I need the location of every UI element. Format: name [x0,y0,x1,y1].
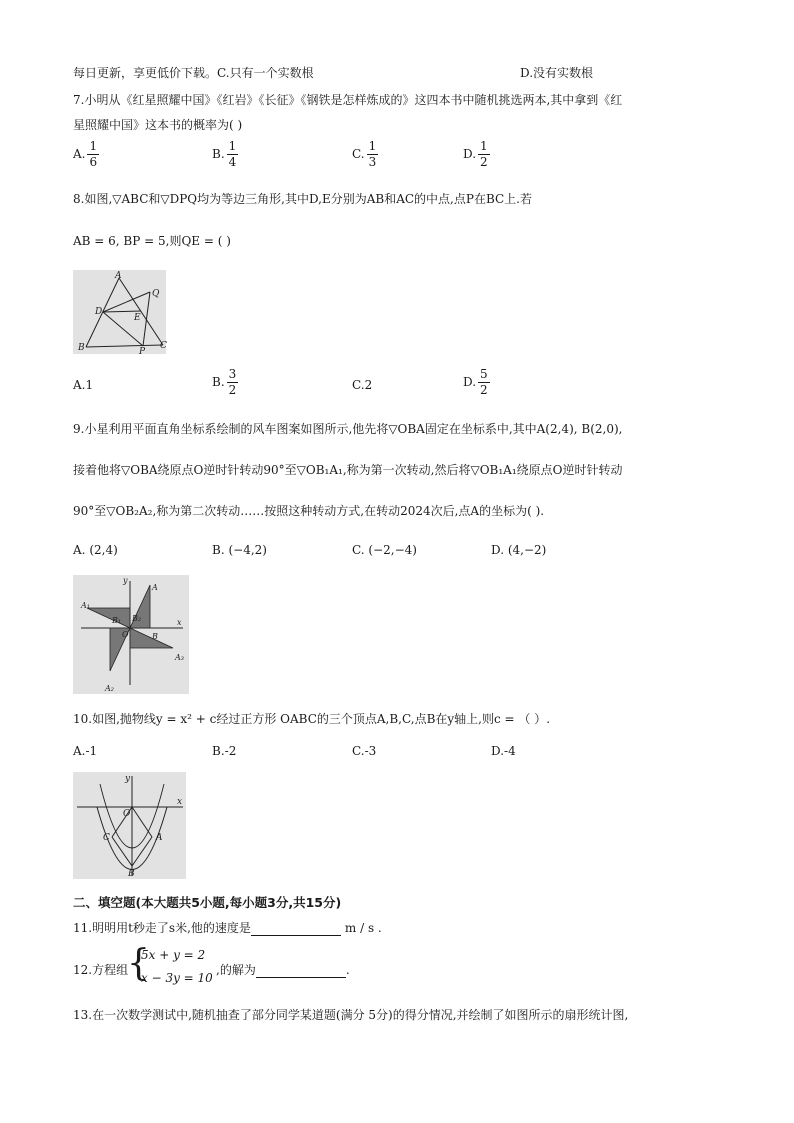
q11-line [73,919,382,936]
q11-prefix: 11.明明用t秒走了s米,他的速度是 [73,921,251,935]
q12-eq1: 5x + y = 2 [141,948,206,962]
q10-label-a: A [156,833,163,843]
q12-middle: ,的解为 [216,963,256,977]
q8-label-q: Q [152,289,160,299]
q10-option-d: D.-4 [491,744,516,758]
q9-label-o: O [122,630,129,639]
q8-figure [73,270,167,357]
q8-label-e: E [134,313,141,323]
q9-label-a1: A₁ [81,601,90,610]
q12-answer-blank[interactable] [256,963,346,978]
q10-option-b: B.-2 [212,744,237,758]
q9-stem-line2: 接着他将▽OBA绕原点O逆时针转动90°至▽OB₁A₁,称为第一次转动,然后将▽OB₁A₁绕原点O逆时针转动 [73,463,623,477]
section2-title: 二、填空题(本大题共5小题,每小题3分,共15分) [73,895,342,910]
q9-label-b2: B₂ [132,614,142,623]
q10-label-c: C [103,833,110,843]
q7-stem-line1: 7.小明从《红星照耀中国》《红岩》《长征》《钢铁是怎样炼成的》这四本书中随机挑选两本,其中拿到《红 [73,93,623,107]
q12-answer-line [216,961,350,978]
q9-label-x: x [177,618,182,627]
q9-stem-line3: 90°至▽OB₂A₂,称为第二次转动……按照这种转动方式,在转动2024次后,点A的坐标为( ). [73,504,545,518]
top-left-text: 每日更新，享更低价下载。C.只有一个实数根 [73,66,314,80]
q9-label-a3: A₃ [175,653,184,662]
q8-label-c: C [160,341,167,351]
q9-label-a2: A₂ [105,684,114,693]
q10-option-a: A.-1 [73,744,98,758]
q9-label-b1: B₁ [112,616,122,625]
q9-label-b: B [152,632,158,641]
q9-option-b: B. (−4,2) [212,543,267,557]
q8-triangle-diagram [73,270,167,357]
q11-answer-blank[interactable] [251,921,341,936]
q9-option-d: D. (4,−2) [491,543,547,557]
q8-option-c: C.2 [352,378,373,392]
q7-option-d: D. $\frac{1}{2}$ [463,139,488,169]
q8-option-a: A.1 [73,378,94,392]
q10-label-x: x [177,797,183,807]
q10-label-b: B [128,869,135,879]
q10-option-c: C.-3 [352,744,377,758]
q12-eq2: x − 3y = 10 [141,971,213,985]
q9-label-a: A [152,583,158,592]
q8-label-b: B [78,343,85,353]
q10-label-y: y [125,774,131,784]
q8-label-a: A [115,271,122,281]
q12-suffix: . [345,963,350,977]
q7-option-b: B. $\frac{1}{4}$ [212,139,237,169]
q7-stem-line2: 星照耀中国》这本书的概率为( ) [73,118,243,132]
q13-stem: 13.在一次数学测试中,随机抽查了部分同学某道题(满分 5分)的得分情况,并绘制了如图所示的扇形统计图, [73,1008,629,1022]
q10-label-o: O [123,809,131,819]
q8-stem-line2: AB = 6, BP = 5,则QE = ( ) [73,234,231,248]
q9-stem-line1: 9.小星利用平面直角坐标系绘制的风车图案如图所示,他先将▽OBA固定在坐标系中,其中A(2,4), B(2,0), [73,422,623,436]
q9-figure [73,575,189,694]
q7-option-a: A. $\frac{1}{6}$ [73,139,98,169]
q8-option-b: B. $\frac{3}{2}$ [212,367,237,397]
q11-suffix: m / s . [344,921,382,935]
q10-stem: 10.如图,抛物线y = x² + c经过正方形 OABC的三个顶点A,B,C,点B在y轴上,则c = （ ）. [73,712,551,726]
q9-windmill-diagram [73,575,189,694]
q8-label-p: P [139,347,146,357]
q10-figure [73,772,186,879]
q8-label-d: D [95,307,103,317]
q9-label-y: y [123,576,128,585]
top-right-text: D.没有实数根 [520,66,594,80]
q8-stem-line1: 8.如图,▽ABC和▽DPQ均为等边三角形,其中D,E分别为AB和AC的中点,点P在BC上.若 [73,192,532,206]
q9-option-a: A. (2,4) [73,543,118,557]
q9-option-c: C. (−2,−4) [352,543,417,557]
q12-prefix: 12.方程组 [73,963,129,977]
q7-option-c: C. $\frac{1}{3}$ [352,139,377,169]
q12-brace: { [127,943,150,984]
q8-option-d: D. $\frac{5}{2}$ [463,367,488,397]
q10-parabola-diagram [73,772,186,879]
